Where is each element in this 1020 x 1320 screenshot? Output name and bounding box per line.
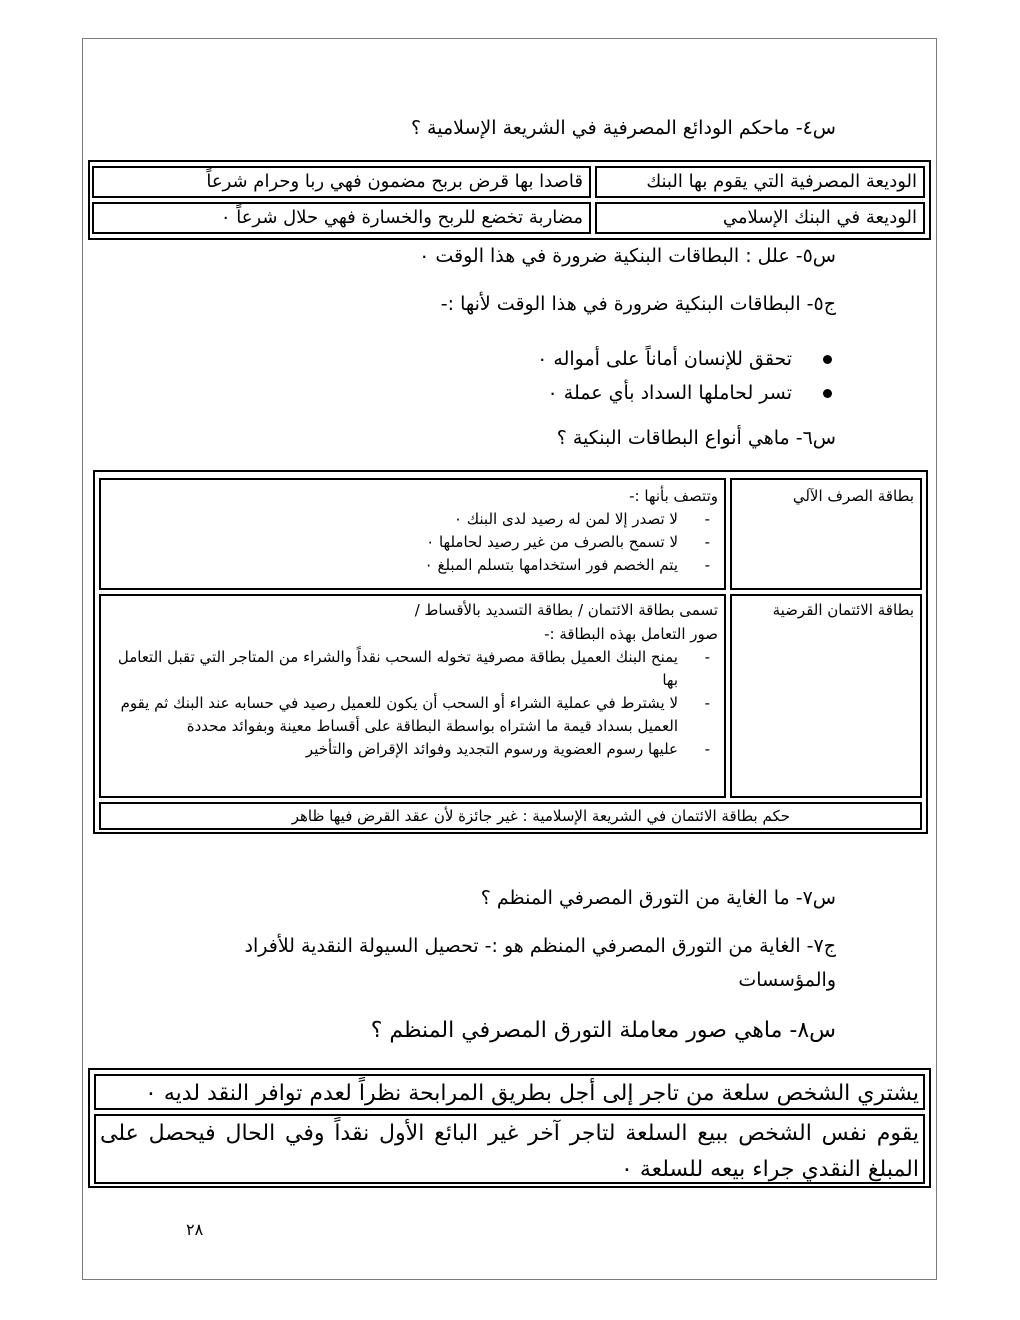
deposits-ruling-1: قاصدا بها قرض بربح مضمون فهي ربا وحرام شرعاً bbox=[92, 166, 591, 198]
question-4: س٤- ماحكم الودائع المصرفية في الشريعة الإسلامية ؟ bbox=[410, 117, 836, 139]
atm-card-points bbox=[107, 508, 718, 577]
answer-5: ج٥- البطاقات البنكية ضرورة في هذا الوقت لأنها :- bbox=[440, 293, 836, 315]
question-5: س٥- علل : البطاقات البنكية ضرورة في هذا الوقت ٠ bbox=[419, 245, 836, 267]
list-item: تحقق للإنسان أماناً على أمواله ٠ bbox=[537, 342, 836, 376]
deposits-ruling-2: مضاربة تخضع للربح والخسارة فهي حلال شرعاً ٠ bbox=[92, 202, 591, 234]
deposits-table bbox=[88, 160, 931, 240]
list-item: - يتم الخصم فور استخدامها بتسلم المبلغ ٠ bbox=[107, 554, 718, 577]
question-7: س٧- ما الغاية من التورق المصرفي المنظم ؟ bbox=[480, 887, 836, 909]
deposits-term-1: الوديعة المصرفية التي يقوم بها البنك bbox=[595, 166, 925, 198]
list-item: - لا تصدر إلا لمن له رصيد لدى البنك ٠ bbox=[107, 508, 718, 531]
deposits-term-2: الوديعة في البنك الإسلامي bbox=[595, 202, 925, 234]
tawarruq-step-1: يشتري الشخص سلعة من تاجر إلى أجل بطريق المرابحة نظراً لعدم توافر النقد لديه ٠ bbox=[94, 1074, 925, 1110]
tawarruq-table bbox=[88, 1068, 931, 1188]
tawarruq-step-2: يقوم نفس الشخص ببيع السلعة لتاجر آخر غير البائع الأول نقداً وفي الحال فيحصل على المبلغ النقدي جراء بيعه للسلعة ٠ bbox=[94, 1114, 925, 1184]
question-8: س٨- ماهي صور معاملة التورق المصرفي المنظم ؟ bbox=[370, 1018, 836, 1043]
list-item: - لا تسمح بالصرف من غير رصيد لحاملها ٠ bbox=[107, 531, 718, 554]
answer-7-line-1: ج٧- الغاية من التورق المصرفي المنظم هو :- تحصيل السيولة النقدية للأفراد bbox=[244, 935, 836, 957]
answer-7-line-2: والمؤسسات bbox=[738, 969, 836, 991]
list-item: تسر لحاملها السداد بأي عملة ٠ bbox=[537, 376, 836, 410]
credit-card-intro-1: تسمى بطاقة الائتمان / بطاقة التسديد بالأقساط / bbox=[414, 601, 718, 619]
list-item: - لا يشترط في عملية الشراء أو السحب أن يكون للعميل رصيد في حسابه عند البنك ثم يقوم العميل بسداد قيمة ما اشتراه بواسطة البطاقة على أقساط معينة وبفوائد محددة bbox=[107, 692, 718, 738]
answer-5-bullets bbox=[537, 342, 836, 410]
atm-card-intro: وتتصف بأنها :- bbox=[629, 487, 718, 505]
list-item: - يمنح البنك العميل بطاقة مصرفية تخوله السحب نقداً والشراء من المتاجر التي تقبل التعامل بها bbox=[107, 646, 718, 692]
question-6: س٦- ماهي أنواع البطاقات البنكية ؟ bbox=[556, 427, 836, 449]
credit-card-ruling: حكم بطاقة الائتمان في الشريعة الإسلامية : غير جائزة لأن عقد القرض فيها ظاهر bbox=[99, 802, 922, 830]
credit-card-points bbox=[107, 646, 718, 761]
atm-card-details bbox=[99, 478, 726, 590]
cards-table bbox=[93, 470, 928, 834]
atm-card-label: بطاقة الصرف الآلي bbox=[730, 478, 922, 590]
credit-card-label: بطاقة الائتمان القرضية bbox=[730, 594, 922, 798]
credit-card-details bbox=[99, 594, 726, 798]
page-number: ٢٨ bbox=[186, 1220, 204, 1239]
bullet-icon bbox=[823, 355, 832, 364]
bullet-icon bbox=[823, 389, 832, 398]
credit-card-intro-2: صور التعامل بهذه البطاقة :- bbox=[544, 625, 718, 643]
list-item: - عليها رسوم العضوية ورسوم التجديد وفوائد الإقراض والتأخير bbox=[107, 738, 718, 761]
